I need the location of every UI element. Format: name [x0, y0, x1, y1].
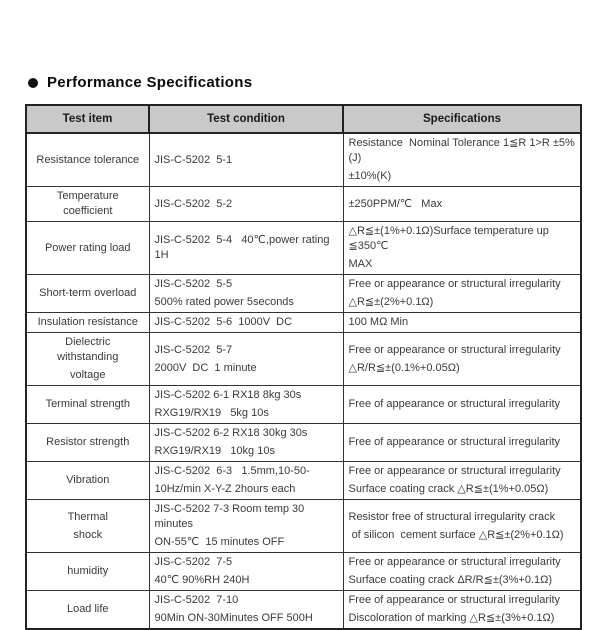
- test-item-cell-line: humidity: [67, 565, 109, 577]
- table-row: [26, 462, 581, 500]
- specification-cell-line: Surface coating crack △R≦±(1%+0.05Ω): [348, 483, 549, 495]
- section-title: [28, 74, 252, 91]
- test-item-cell-line: shock: [73, 528, 103, 541]
- test-item-cell-line: Temperature coefficient: [56, 190, 122, 217]
- test-item-cell: [26, 222, 149, 275]
- table-row: [26, 386, 581, 424]
- specification-cell-line: ±10%(K): [348, 170, 392, 182]
- test-condition-cell-line: 2000V DC 1 minute: [154, 361, 257, 374]
- test-condition-cell-line: 500% rated power 5seconds: [154, 296, 294, 308]
- specification-cell-line: △R/R≦±(0.1%+0.05Ω): [348, 361, 460, 374]
- test-item-cell-line: Resistor strength: [46, 436, 130, 448]
- test-condition-cell: [149, 500, 343, 553]
- specification-cell: [343, 553, 581, 591]
- test-condition-cell: [149, 424, 343, 462]
- specification-cell-line: ±250PPM/℃ Max: [348, 197, 443, 210]
- specification-cell: [343, 222, 581, 275]
- table-row: [26, 187, 581, 222]
- performance-spec-table: [25, 104, 582, 630]
- test-condition-cell-line: RXG19/RX19 10kg 10s: [154, 445, 275, 457]
- specification-cell-line: △R≦±(2%+0.1Ω): [348, 296, 434, 308]
- specification-cell-line: of silicon cement surface △R≦±(2%+0.1Ω): [348, 528, 564, 541]
- test-condition-cell-line: RXG19/RX19 5kg 10s: [154, 407, 269, 419]
- test-condition-cell: [149, 313, 343, 333]
- specification-cell-line: Free of appearance or structural irregularity: [348, 398, 561, 410]
- test-condition-cell-line: 40℃ 90%RH 240H: [154, 574, 250, 586]
- table-row: [26, 222, 581, 275]
- table-row: [26, 553, 581, 591]
- table-row: [26, 500, 581, 553]
- test-item-cell-line: Power rating load: [44, 241, 131, 254]
- table-row: [26, 591, 581, 630]
- test-item-cell-line: Load life: [66, 603, 109, 615]
- test-condition-cell-line: 10Hz/min X-Y-Z 2hours each: [154, 483, 296, 495]
- test-condition-cell: [149, 333, 343, 386]
- test-item-cell-line: Resistance tolerance: [36, 153, 140, 166]
- specification-cell-line: Free or appearance or structural irregularity: [348, 556, 561, 568]
- header-specifications: Specifications: [343, 105, 581, 133]
- specification-cell-line: Free of appearance or structural irregularity: [348, 594, 561, 606]
- test-item-cell-line: voltage: [70, 369, 106, 381]
- test-condition-cell: [149, 133, 343, 187]
- test-item-cell-line: Thermal: [67, 510, 108, 523]
- test-item-cell-line: Terminal strength: [45, 398, 130, 410]
- specification-cell: [343, 187, 581, 222]
- test-item-cell: [26, 275, 149, 313]
- header-test-condition: Test condition: [149, 105, 343, 133]
- bullet-icon: [28, 78, 38, 88]
- test-condition-cell-line: JIS-C-5202 6-3 1.5mm,10-50-: [154, 465, 310, 477]
- test-condition-cell: [149, 591, 343, 630]
- specification-cell: [343, 591, 581, 630]
- test-item-cell: [26, 553, 149, 591]
- specification-cell-line: Free or appearance or structural irregularity: [348, 343, 561, 356]
- specification-cell-line: Discoloration of marking △R≦±(3%+0.1Ω): [348, 612, 555, 624]
- specification-cell: [343, 500, 581, 553]
- test-condition-cell: [149, 386, 343, 424]
- test-condition-cell-line: JIS-C-5202 7-5: [154, 556, 233, 568]
- table-row: [26, 313, 581, 333]
- test-item-cell: [26, 591, 149, 630]
- test-item-cell: [26, 500, 149, 553]
- test-item-cell-line: Dielectric withstanding: [57, 336, 119, 363]
- test-condition-cell-line: JIS-C-5202 5-4 40℃,power rating 1H: [154, 234, 333, 261]
- test-condition-cell-line: 90Min ON-30Minutes OFF 500H: [154, 612, 313, 624]
- specification-cell: [343, 275, 581, 313]
- specification-cell: [343, 313, 581, 333]
- specification-cell-line: △R≦±(1%+0.1Ω)Surface temperature up ≦350℃: [348, 225, 552, 252]
- specification-cell-line: MAX: [348, 258, 373, 270]
- specification-cell: [343, 333, 581, 386]
- table-row: [26, 133, 581, 187]
- specification-cell-line: 100 MΩ Min: [348, 316, 409, 328]
- test-item-cell: [26, 424, 149, 462]
- test-condition-cell-line: JIS-C-5202 5-1: [154, 153, 233, 166]
- specification-cell-line: Free or appearance or structural irregularity: [348, 465, 561, 477]
- table-row: [26, 275, 581, 313]
- test-condition-cell-line: JIS-C-5202 6-1 RX18 8kg 30s: [154, 389, 302, 401]
- test-condition-cell-line: JIS-C-5202 7-10: [154, 594, 239, 606]
- table-row: [26, 333, 581, 386]
- test-condition-cell: [149, 222, 343, 275]
- test-condition-cell-line: ON-55℃ 15 minutes OFF: [154, 536, 285, 548]
- test-item-cell: [26, 386, 149, 424]
- specification-cell-line: Surface coating crack ΔR/R≦±(3%+0.1Ω): [348, 574, 553, 586]
- test-item-cell-line: Vibration: [66, 474, 110, 486]
- specification-cell: [343, 424, 581, 462]
- table-header-row: [26, 105, 581, 133]
- specification-cell: [343, 133, 581, 187]
- specification-cell-line: Resistance Nominal Tolerance 1≦R 1>R ±5%(J): [348, 137, 575, 164]
- table-row: [26, 424, 581, 462]
- specification-cell-line: Free or appearance or structural irregularity: [348, 278, 561, 290]
- specification-cell-line: Free of appearance or structural irregularity: [348, 436, 561, 448]
- test-condition-cell: [149, 462, 343, 500]
- test-condition-cell-line: JIS-C-5202 5-6 1000V DC: [154, 316, 293, 328]
- page-title: Performance Specifications: [47, 74, 253, 91]
- test-item-cell: [26, 313, 149, 333]
- specification-cell-line: Resistor free of structural irregularity crack: [348, 510, 556, 523]
- specification-cell: [343, 386, 581, 424]
- test-condition-cell: [149, 275, 343, 313]
- test-condition-cell: [149, 187, 343, 222]
- test-item-cell: [26, 133, 149, 187]
- specification-cell: [343, 462, 581, 500]
- test-condition-cell-line: JIS-C-5202 6-2 RX18 30kg 30s: [154, 427, 308, 439]
- test-item-cell: [26, 187, 149, 222]
- test-item-cell-line: Insulation resistance: [37, 316, 138, 328]
- test-item-cell: [26, 462, 149, 500]
- test-condition-cell-line: JIS-C-5202 5-2: [154, 197, 233, 210]
- test-item-cell-line: Short-term overload: [39, 287, 137, 299]
- test-condition-cell-line: JIS-C-5202 7-3 Room temp 30 minutes: [154, 503, 308, 530]
- header-test-item: Test item: [26, 105, 149, 133]
- test-condition-cell-line: JIS-C-5202 5-5: [154, 278, 233, 290]
- test-condition-cell: [149, 553, 343, 591]
- test-item-cell: [26, 333, 149, 386]
- test-condition-cell-line: JIS-C-5202 5-7: [154, 343, 233, 356]
